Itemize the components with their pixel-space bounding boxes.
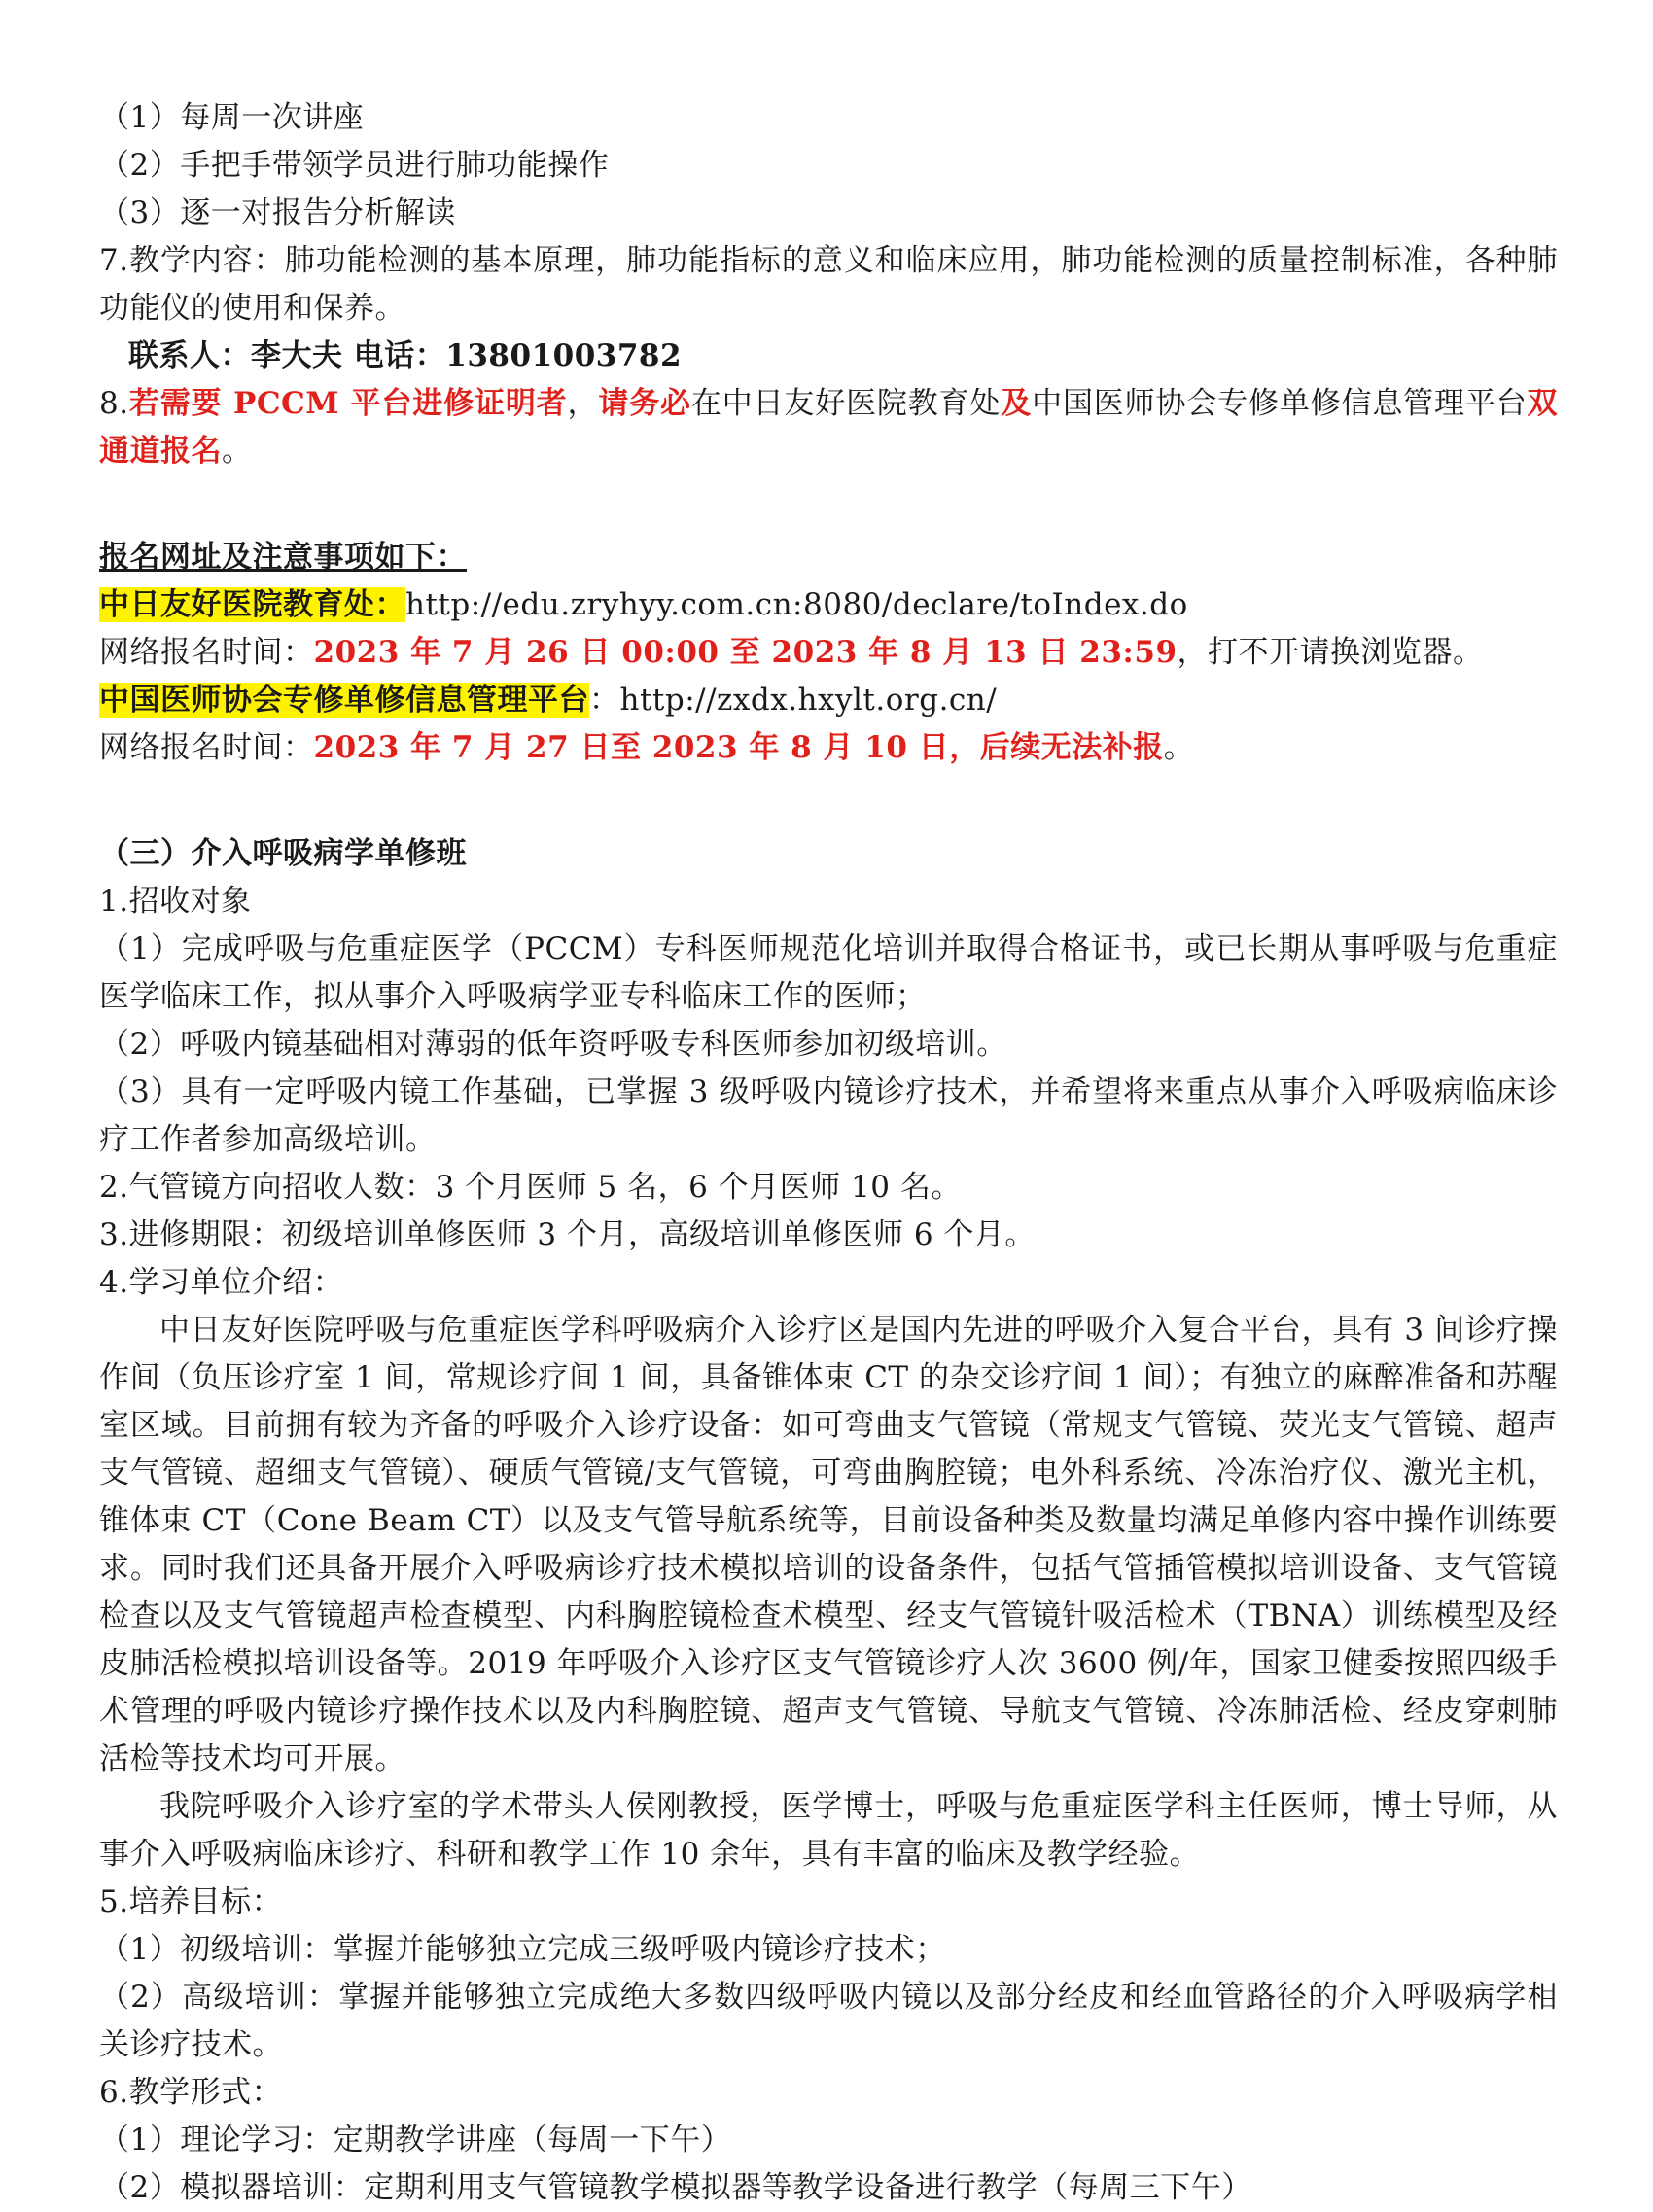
list-item: （3）逐一对报告分析解读 [99, 195, 456, 230]
time1-label: 网络报名时间： [99, 635, 314, 670]
time1-line [99, 629, 1558, 677]
notice-red-3: 及 [1001, 386, 1033, 421]
paragraph: 中日友好医院呼吸与危重症医学科呼吸病介入诊疗区是国内先进的呼吸介入复合平台，具有 3 间诊疗操作间（负压诊疗室 1 间，常规诊疗间 1 间，具备锥体束 CT 的杂交诊疗间 1 间）；有独立的麻醉准备和苏醒室区域。目前拥有较为齐备的呼吸介入诊疗设备：如可弯曲支气管镜（常规支气管镜、荧光支气管镜、超声支气管镜、超细支气管镜）、硬质气管镜/支气管镜，可弯曲胸腔镜；电外科系统、冷冻治疗仪、激光主机，锥体束 CT（Cone Beam CT）以及支气管导航系统等，目前设备种类及数量均满足单修内容中操作训练要求。同时我们还具备开展介入呼吸病诊疗技术模拟培训的设备条件，包括气管插管模拟培训设备、支气管镜检查以及支气管镜超声检查模型、内科胸腔镜检查术模型、经支气管镜针吸活检术（TBNA）训练模型及经皮肺活检模拟培训设备等。2019 年呼吸介入诊疗区支气管镜诊疗人次 3600 例/年，国家卫健委按照四级手术管理的呼吸内镜诊疗操作技术以及内科胸腔镜、超声支气管镜、导航支气管镜、冷冻肺活检、经皮穿刺肺活检等技术均可开展。 [99, 1313, 1558, 1776]
notice-red-4: 双通道报名 [99, 386, 1559, 469]
subsection-title: 5.培养目标： [99, 1884, 283, 1919]
list-item: （3）具有一定呼吸内镜工作基础，已掌握 3 级呼吸内镜诊疗技术，并希望将来重点从事介入呼吸病临床诊疗工作者参加高级培训。 [99, 1074, 1558, 1157]
notice-end: 。 [222, 434, 253, 469]
time2-value: 2023 年 7 月 27 日至 2023 年 8 月 10 日，后续无法补报 [313, 730, 1164, 765]
registration-heading [99, 534, 1558, 581]
list-item: （2）模拟器培训：定期利用支气管镜教学模拟器等教学设备进行教学（每周三下午） [99, 2170, 1252, 2205]
registration-notice [99, 380, 1558, 475]
list-item: （2）高级培训：掌握并能够独立完成绝大多数四级呼吸内镜以及部分经皮和经血管路径的介入呼吸病学相关诊疗技术。 [99, 1980, 1558, 2062]
site1-url[interactable]: http://edu.zryhyy.com.cn:8080/declare/toIndex.do [405, 587, 1188, 622]
list-item: （1）完成呼吸与危重症医学（PCCM）专科医师规范化培训并取得合格证书，或已长期从事呼吸与危重症医学临床工作，拟从事介入呼吸病学亚专科临床工作的医师； [99, 931, 1558, 1014]
registration-heading-text: 报名网址及注意事项如下： [99, 540, 467, 575]
list-item: （1）初级培训：掌握并能够独立完成三级呼吸内镜诊疗技术； [99, 1932, 946, 1967]
item-number: 8. [99, 386, 129, 421]
site1-label: 中日友好医院教育处： [99, 587, 405, 622]
contact-line: 联系人：李大夫 电话：13801003782 [128, 338, 683, 373]
site1-line [99, 581, 1558, 629]
time2-line [99, 724, 1558, 772]
paragraph: 我院呼吸介入诊疗室的学术带头人侯刚教授，医学博士，呼吸与危重症医学科主任医师，博士导师，从事介入呼吸病临床诊疗、科研和教学工作 10 余年，具有丰富的临床及教学经验。 [99, 1789, 1558, 1872]
time2-label: 网络报名时间： [99, 730, 314, 765]
notice-text-2: 中国医师协会专修单修信息管理平台 [1032, 386, 1528, 421]
section-title: （三）介入呼吸病学单修班 [99, 836, 467, 871]
notice-red-2: 请务必 [598, 386, 691, 421]
time2-end: 。 [1163, 730, 1195, 765]
site2-label: 中国医师协会专修单修信息管理平台 [99, 683, 589, 718]
enrollment-count: 2.气管镜方向招收人数：3 个月医师 5 名，6 个月医师 10 名。 [99, 1170, 962, 1205]
site2-line [99, 677, 1558, 724]
time1-note: ，打不开请换浏览器。 [1177, 635, 1484, 670]
subsection-title: 6.教学形式： [99, 2075, 283, 2110]
notice-comma: ， [567, 386, 599, 421]
list-item: （2）呼吸内镜基础相对薄弱的低年资呼吸专科医师参加初级培训。 [99, 1027, 1007, 1062]
site2-url[interactable]: ：http://zxdx.hxylt.org.cn/ [589, 683, 998, 718]
training-duration: 3.进修期限：初级培训单修医师 3 个月，高级培训单修医师 6 个月。 [99, 1217, 1036, 1252]
subsection-title: 1.招收对象 [99, 884, 252, 919]
list-item: （2）手把手带领学员进行肺功能操作 [99, 148, 610, 183]
list-item: （1）理论学习：定期教学讲座（每周一下午） [99, 2123, 732, 2158]
notice-red-1: 若需要 PCCM 平台进修证明者 [128, 386, 568, 421]
teaching-content: 7.教学内容：肺功能检测的基本原理，肺功能指标的意义和临床应用，肺功能检测的质量控制标准，各种肺功能仪的使用和保养。 [99, 243, 1558, 326]
subsection-title: 4.学习单位介绍： [99, 1265, 344, 1300]
notice-text-1: 在中日友好医院教育处 [690, 386, 1002, 421]
list-item: （1）每周一次讲座 [99, 100, 365, 135]
time1-value: 2023 年 7 月 26 日 00:00 至 2023 年 8 月 13 日 23:59 [313, 635, 1178, 670]
